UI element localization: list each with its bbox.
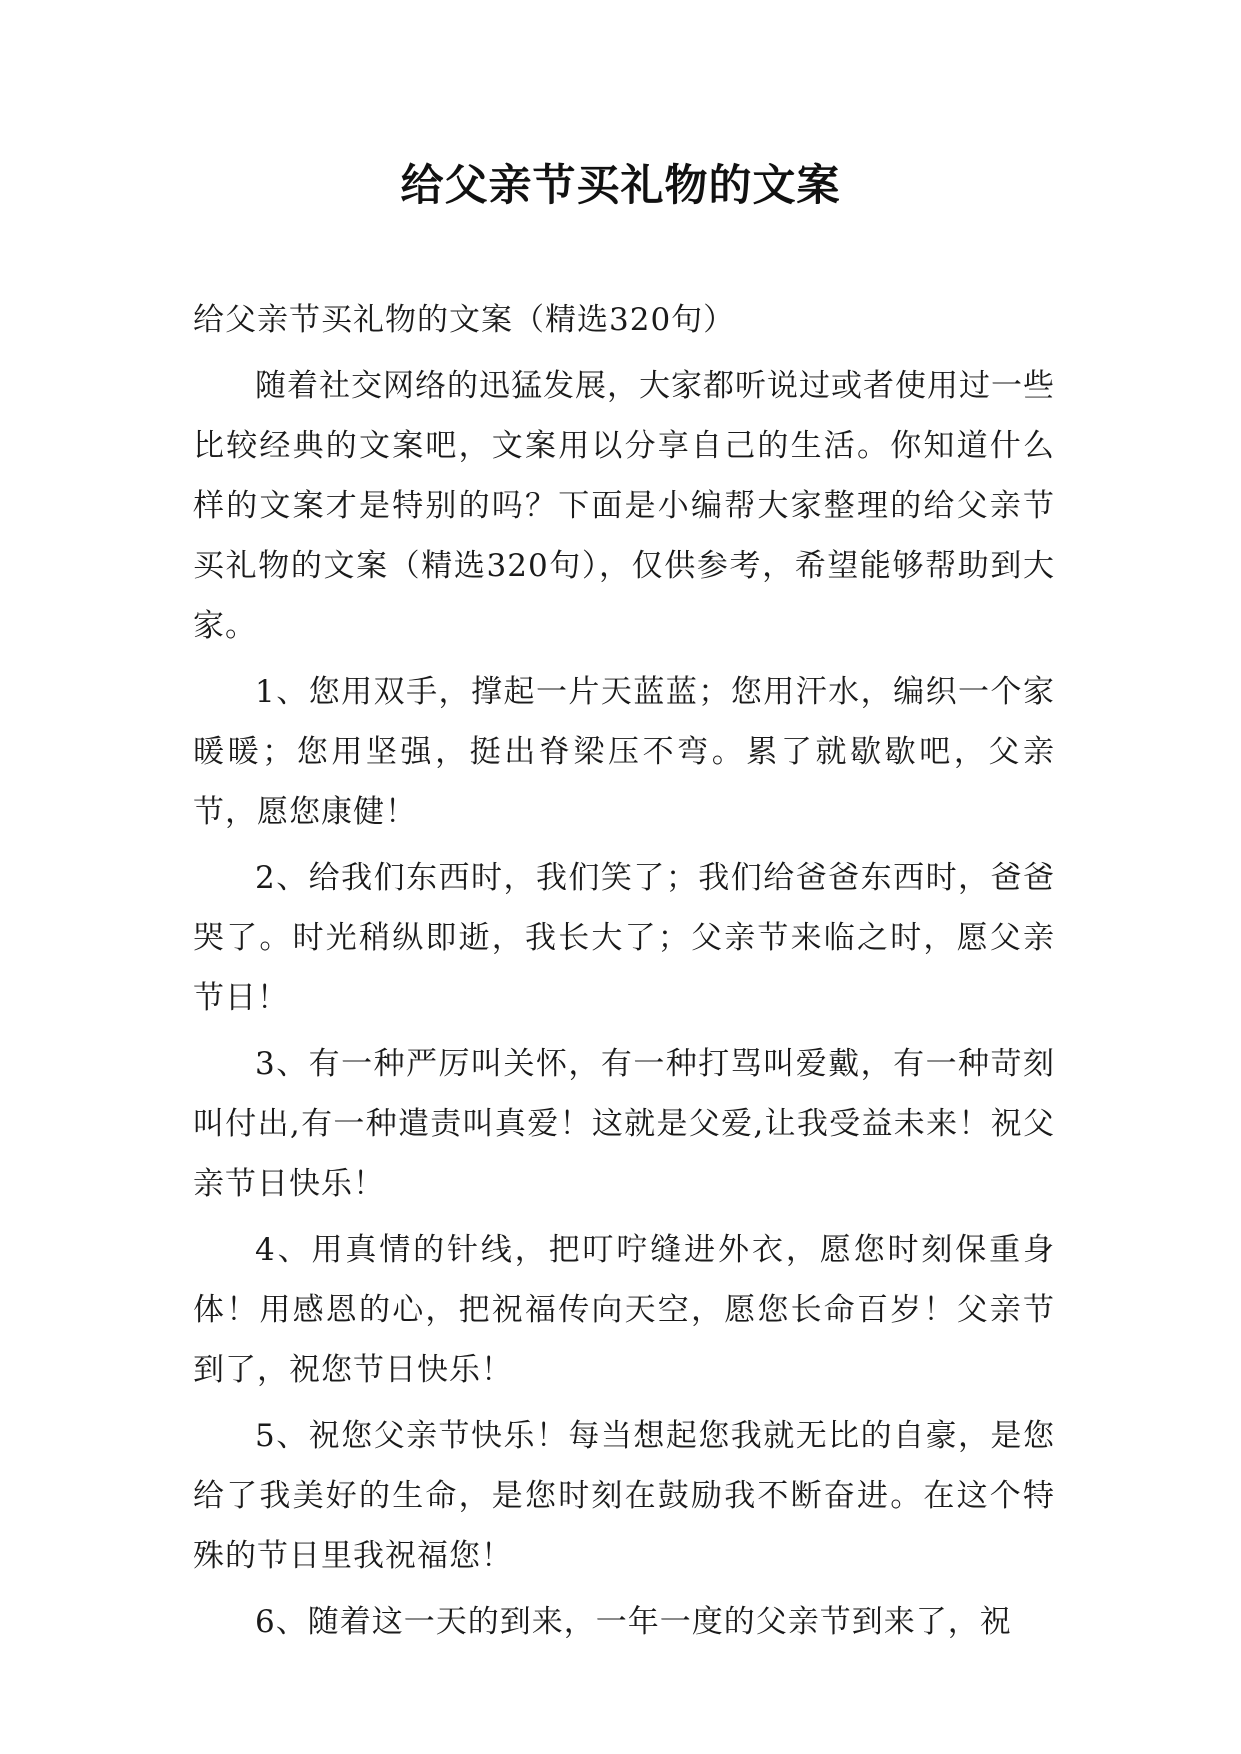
list-item: 2、给我们东西时，我们笑了；我们给爸爸东西时，爸爸哭了。时光稍纵即逝，我长大了；父亲节来临之时，愿父亲节日！ — [193, 860, 1055, 1016]
intro-paragraph: 随着社交网络的迅猛发展，大家都听说过或者使用过一些比较经典的文案吧，文案用以分享自己的生活。你知道什么样的文案才是特别的吗？下面是小编帮大家整理的给父亲节买礼物的文案（精选320句），仅供参考，希望能够帮助到大家。 — [193, 368, 1055, 644]
list-item: 4、用真情的针线，把叮咛缝进外衣，愿您时刻保重身体！用感恩的心，把祝福传向天空，愿您长命百岁！父亲节到了，祝您节日快乐！ — [193, 1232, 1055, 1388]
document-body — [193, 290, 1055, 1658]
document-subtitle: 给父亲节买礼物的文案（精选320句） — [193, 302, 736, 338]
list-item: 1、您用双手，撑起一片天蓝蓝；您用汗水，编织一个家暖暖；您用坚强，挺出脊梁压不弯。累了就歇歇吧，父亲节，愿您康健！ — [193, 674, 1055, 830]
document-title: 给父亲节买礼物的文案 — [400, 161, 841, 211]
list-item: 3、有一种严厉叫关怀，有一种打骂叫爱戴，有一种苛刻叫付出,有一种遣责叫真爱！这就是父爱,让我受益未来！祝父亲节日快乐！ — [193, 1046, 1055, 1202]
list-item: 5、祝您父亲节快乐！每当想起您我就无比的自豪，是您给了我美好的生命，是您时刻在鼓励我不断奋进。在这个特殊的节日里我祝福您！ — [193, 1418, 1055, 1574]
list-item: 6、随着这一天的到来，一年一度的父亲节到来了，祝 — [255, 1604, 1012, 1640]
